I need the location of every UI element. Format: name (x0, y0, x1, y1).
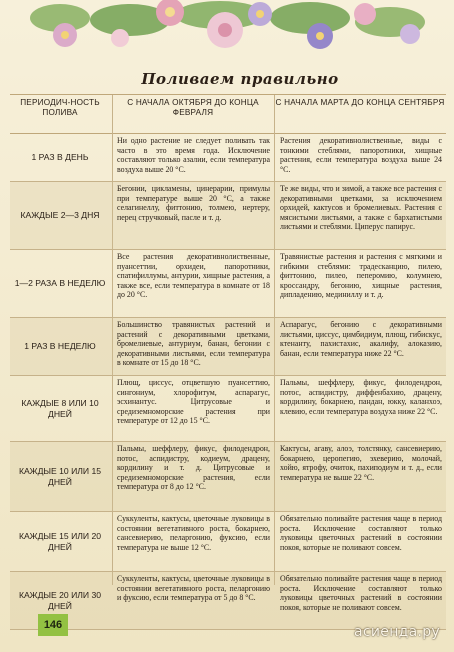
winter-cell: Пальмы, шеффлеру, фикус, филодендрон, потос, аспидистру, кодиеум, драцену, кордилину и т. д. Цитрусовые и средиземноморские растения, если температура от 8 до 12 °С. (117, 444, 270, 492)
table-row (10, 134, 446, 182)
summer-cell: Аспарагус, бегонию с декоративными листьями, циссус, цимбидиум, плющ, гибискус, ктенанту, пахистахис, акалифу, алоказию, банан, если температура ниже 22 °С. (280, 320, 442, 358)
page-title: Поливаем правильно (141, 70, 339, 88)
frequency-cell: КАЖДЫЕ 2—3 ДНЯ (20, 210, 100, 221)
table-row (10, 512, 446, 572)
table-row (10, 376, 446, 442)
header-watering-frequency: ПЕРИОДИЧ-НОСТЬ ПОЛИВА (20, 98, 100, 117)
summer-cell: Обязательно поливайте растения чаще в период роста. Исключение составляют только луковицы цветочных растений в состоянии покоя, которые не поливают совсем. (280, 574, 442, 612)
winter-cell: Большинство травянистых растений и растений с декоративными цветками, бромелиевые, антуриум, банан, бегонии с декоративными листьями, если температура в комнате от 15 до 18 °С. (117, 320, 270, 368)
header-october-february: С НАЧАЛА ОКТЯБРЯ ДО КОНЦА ФЕВРАЛЯ (127, 98, 259, 117)
winter-cell: Все растения декоративнолиственные, пуансеттии, орхидеи, папоротники, спатифиллумы, антурии, хищные растения, а также все, если температура в комнате от 18 до 20 °С. (117, 252, 270, 300)
flower-garland-illustration (20, 0, 440, 62)
watermark: асиенда.ру (354, 624, 441, 640)
frequency-cell: КАЖДЫЕ 20 ИЛИ 30 ДНЕЙ (18, 589, 102, 611)
table-row (10, 318, 446, 376)
winter-cell: Суккуленты, кактусы, цветочные луковицы в состоянии вегетативного роста, бокарнею, сансевиерию, пеларгонию, фуксию, если температура не выше 12 °С. (117, 514, 270, 552)
table-row (10, 442, 446, 512)
header-march-september: С НАЧАЛА МАРТА ДО КОНЦА СЕНТЯБРЯ (275, 98, 445, 107)
title-bar (10, 55, 446, 95)
summer-cell: Растения декоративнолиственные, виды с тонкими стеблями, папоротники, хищные растения, если температура воздуха выше 24 °С. (280, 136, 442, 174)
table-row (10, 182, 446, 250)
winter-cell: Ни одно растение не следует поливать так часто в это время года. Исключение составляют только азалии, если температура воздуха выше 20 °С. (117, 136, 270, 174)
winter-cell: Плющ, циссус, отцветшую пуансеттию, сингониум, хлорофитум, аспарагус, эсхинантус. Цитрусовые и средиземноморские растения при температуре от 12 до 15 °С. (117, 378, 270, 426)
winter-cell: Бегонии, цикламены, цинерарии, примулы при температуре выше 20 °С, а также селагинеллу, фиттонию, толмею, нертеру, перец стручковый, пасле и т. д. (117, 184, 270, 222)
frequency-cell: КАЖДЫЕ 15 ИЛИ 20 ДНЕЙ (18, 530, 102, 552)
frequency-cell: КАЖДЫЕ 8 ИЛИ 10 ДНЕЙ (21, 397, 99, 419)
frequency-cell: 1 РАЗ В НЕДЕЛЮ (24, 341, 96, 352)
summer-cell: Пальмы, шеффлеру, фикус, филодендрон, потос, аспидистру, диффенбахию, драцену, кордилину, бокарнею, пандан, юкку, каланхоэ, клевию, если температура воздуха ниже 22 °С. (280, 378, 442, 416)
frequency-cell: 1 РАЗ В ДЕНЬ (31, 152, 89, 163)
summer-cell: Обязательно поливайте растения чаще в период роста. Исключение составляют только луковицы цветочных растений в состоянии покоя, которые не поливают совсем. (280, 514, 442, 552)
table-row (10, 250, 446, 318)
frequency-cell: 1—2 РАЗА В НЕДЕЛЮ (14, 278, 106, 289)
frequency-cell: КАЖДЫЕ 10 ИЛИ 15 ДНЕЙ (18, 465, 102, 487)
table-row (10, 572, 446, 630)
table-header (10, 95, 446, 134)
summer-cell: Кактусы, агаву, алоэ, толстянку, сансевиерию, бокарнею, церопегию, эхеверию, молочай, хойю, ятрофу, очиток, пахиподиум и т. д., если температура не выше 22 °С. (280, 444, 442, 482)
summer-cell: Травянистые растения и растения с мягкими и гибкими стеблями: традесканцию, пилею, фиттонию, пилео, пеперомию, колумнею, кроссандру, бегонию, хищные растения, дипладению, мединиллу и т. д. (280, 252, 442, 300)
winter-cell: Суккуленты, кактусы, цветочные луковицы в состоянии вегетативного роста, пеларгонию и фуксию, если температура от 5 до 8 °С. (117, 574, 270, 603)
summer-cell: Те же виды, что и зимой, а также все растения с декоративными цветками, за исключением орхидей, кактусов и бромелиевых. Растения с мясистыми листьями, а также с бархатистыми листьями и стеблями. Циперус папирус. (280, 184, 442, 232)
page-number: 146 (38, 614, 68, 636)
